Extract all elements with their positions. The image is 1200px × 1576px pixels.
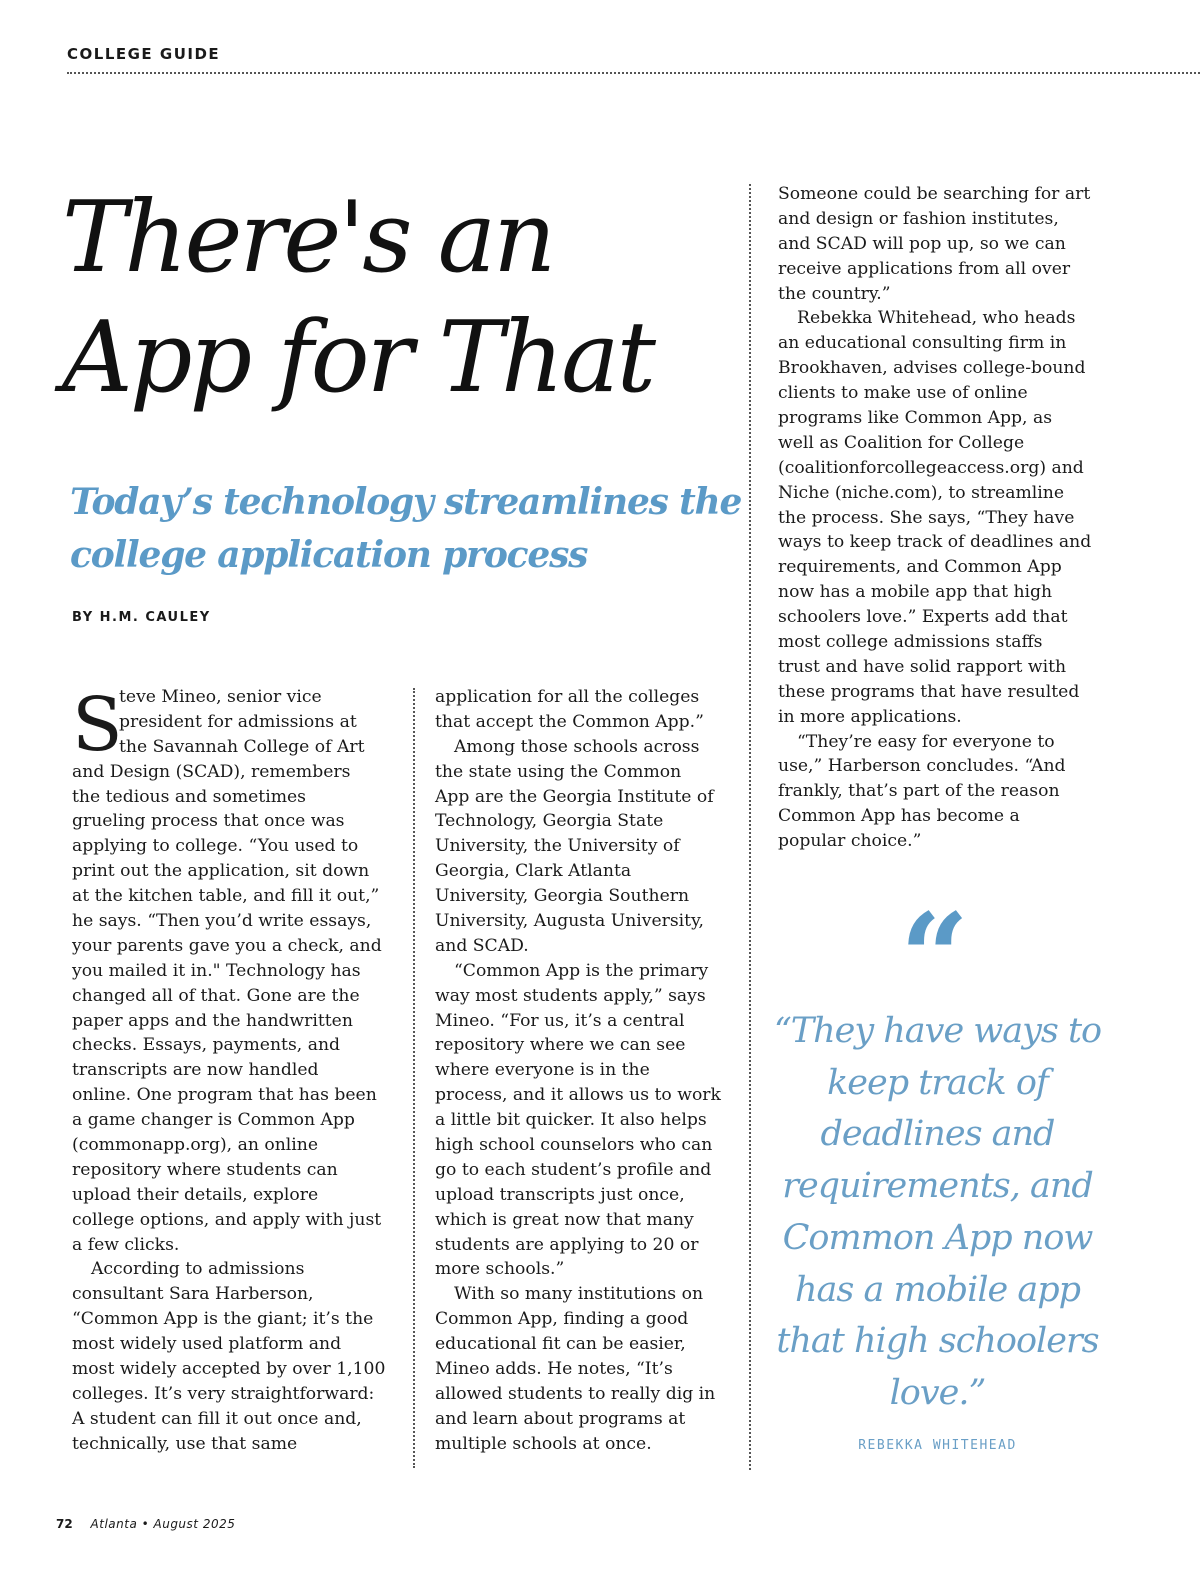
headline-line-1: There's an — [62, 181, 554, 295]
text-line: online. One program that has been — [72, 1085, 377, 1106]
text-line: changed all of that. Gone are the — [72, 985, 360, 1006]
pull-quote-attribution: REBEKKA WHITEHEAD — [858, 1438, 1017, 1453]
text-line: more schools.” — [435, 1259, 565, 1280]
subheadline — [70, 476, 750, 582]
text-line: According to admissions — [91, 1259, 305, 1280]
pull-quote-line: love.” — [889, 1372, 986, 1413]
text-line: “They’re easy for everyone to — [797, 731, 1055, 752]
text-line: ways to keep track of deadlines and — [778, 532, 1092, 553]
text-line: way most students apply,” says — [435, 985, 706, 1006]
page-number: 72 — [56, 1517, 73, 1531]
page-footer — [56, 1517, 235, 1531]
text-line: popular choice.” — [778, 831, 922, 852]
text-line: use,” Harberson concludes. “And — [778, 756, 1066, 777]
text-line: your parents gave you a check, and — [72, 935, 382, 956]
section-label: COLLEGE GUIDE — [67, 45, 221, 63]
text-line: transcripts are now handled — [72, 1060, 319, 1081]
text-line: students are applying to 20 or — [435, 1234, 699, 1255]
text-line: University, Augusta University, — [435, 911, 704, 932]
headline — [62, 178, 742, 418]
text-line: repository where students can — [72, 1159, 338, 1180]
text-line: Common App, finding a good — [435, 1309, 689, 1330]
text-line: an educational consulting firm in — [778, 333, 1067, 354]
text-line: college options, and apply with just — [72, 1209, 382, 1230]
pull-quote-line: requirements, and — [782, 1166, 1093, 1207]
pull-quote-line: that high schoolers — [776, 1321, 1099, 1362]
text-line: teve Mineo, senior vice — [119, 687, 322, 707]
text-line: where everyone is in the — [435, 1060, 650, 1081]
text-line: applying to college. “You used to — [72, 836, 359, 857]
column-divider-2 — [749, 184, 751, 1470]
text-line: upload their details, explore — [72, 1184, 319, 1205]
text-line: you mailed it in." Technology has — [72, 960, 361, 981]
text-line: a game changer is Common App — [72, 1110, 355, 1131]
text-line: the tedious and sometimes — [72, 786, 307, 807]
text-line: frankly, that’s part of the reason — [778, 781, 1060, 802]
text-line: allowed students to really dig in — [435, 1383, 716, 1404]
text-line: and Design (SCAD), remembers — [72, 761, 351, 782]
text-line: the Savannah College of Art — [119, 736, 365, 757]
pull-quote-line: deadlines and — [820, 1114, 1055, 1155]
text-line: upload transcripts just once, — [435, 1184, 685, 1205]
text-line: requirements, and Common App — [778, 557, 1062, 578]
text-line: Among those schools across — [454, 736, 700, 757]
text-line: App are the Georgia Institute of — [435, 786, 714, 807]
text-line: educational fit can be easier, — [435, 1334, 686, 1355]
text-line: trust and have solid rapport with — [778, 656, 1067, 677]
text-line: now has a mobile app that high — [778, 582, 1053, 603]
text-line: University, the University of — [435, 836, 680, 857]
text-line: process, and it allows us to work — [435, 1085, 721, 1106]
text-line: and learn about programs at — [435, 1408, 686, 1429]
text-line: the country.” — [778, 283, 891, 304]
subheadline-line-1: Today’s technology streamlines the — [70, 481, 742, 523]
text-line: programs like Common App, as — [778, 408, 1053, 429]
text-line: repository where we can see — [435, 1035, 686, 1056]
text-line: multiple schools at once. — [435, 1433, 652, 1454]
text-line: most widely accepted by over 1,100 — [72, 1359, 386, 1380]
text-line: A student can fill it out once and, — [72, 1408, 362, 1429]
text-line: most college admissions staffs — [778, 632, 1043, 653]
article-column-3 — [778, 182, 1113, 854]
text-line: Brookhaven, advises college-bound — [778, 358, 1086, 379]
text-line: a few clicks. — [72, 1234, 180, 1255]
text-line: University, Georgia Southern — [435, 886, 690, 907]
text-line: he says. “Then you’d write essays, — [72, 911, 372, 932]
text-line: the process. She says, “They have — [778, 507, 1075, 528]
text-line: in more applications. — [778, 706, 962, 727]
subheadline-line-2: college application process — [70, 534, 588, 576]
text-line: Rebekka Whitehead, who heads — [797, 308, 1076, 329]
text-line: With so many institutions on — [454, 1284, 704, 1305]
text-line: grueling process that once was — [72, 811, 345, 832]
top-dotted-rule — [67, 72, 1200, 74]
text-line: checks. Essays, payments, and — [72, 1035, 341, 1056]
text-line: Mineo adds. He notes, “It’s — [435, 1359, 673, 1380]
article-column-1 — [72, 682, 412, 1457]
text-line: that accept the Common App.” — [435, 711, 704, 732]
pull-quote-line: Common App now — [782, 1217, 1093, 1258]
drop-cap: S — [72, 682, 123, 768]
text-line: (coalitionforcollegeaccess.org) and — [778, 457, 1084, 478]
text-line: Niche (niche.com), to streamline — [778, 482, 1064, 503]
text-line: the state using the Common — [435, 761, 682, 782]
text-line: go to each student’s profile and — [435, 1159, 712, 1180]
article-column-2 — [435, 685, 740, 1457]
text-line: Georgia, Clark Atlanta — [435, 861, 632, 882]
text-line: application for all the colleges — [435, 687, 700, 707]
quote-mark-icon: “ — [900, 887, 970, 1028]
text-line: Common App has become a — [778, 806, 1020, 827]
text-line: most widely used platform and — [72, 1334, 342, 1355]
text-line: which is great now that many — [435, 1209, 694, 1230]
magazine-issue: Atlanta • August 2025 — [90, 1517, 236, 1531]
text-line: Someone could be searching for art — [778, 184, 1091, 204]
column-divider-1 — [413, 688, 415, 1468]
text-line: schoolers love.” Experts add that — [778, 607, 1068, 628]
text-line: well as Coalition for College — [778, 432, 1025, 453]
pull-quote-line: keep track of — [827, 1062, 1048, 1103]
pull-quote-line: “They have ways to — [773, 1011, 1102, 1051]
text-line: Technology, Georgia State — [435, 811, 664, 832]
pull-quote — [770, 1006, 1105, 1420]
text-line: high school counselors who can — [435, 1135, 713, 1156]
text-line: paper apps and the handwritten — [72, 1010, 353, 1031]
text-line: a little bit quicker. It also helps — [435, 1110, 707, 1131]
headline-line-2: App for That — [62, 301, 653, 415]
text-line: and SCAD. — [435, 935, 529, 956]
text-line: at the kitchen table, and fill it out,” — [72, 886, 380, 907]
text-line: these programs that have resulted — [778, 681, 1080, 702]
text-line: (commonapp.org), an online — [72, 1135, 319, 1156]
pull-quote-line: has a mobile app — [794, 1269, 1081, 1310]
text-line: receive applications from all over — [778, 258, 1071, 279]
text-line: clients to make use of online — [778, 383, 1028, 404]
text-line: Mineo. “For us, it’s a central — [435, 1010, 685, 1031]
text-line: colleges. It’s very straightforward: — [72, 1383, 375, 1404]
text-line: “Common App is the giant; it’s the — [72, 1309, 374, 1330]
text-line: and design or fashion institutes, — [778, 208, 1059, 229]
text-line: president for admissions at — [119, 711, 357, 732]
text-line: technically, use that same — [72, 1433, 298, 1454]
text-line: print out the application, sit down — [72, 861, 370, 882]
byline: BY H.M. CAULEY — [72, 610, 211, 625]
text-line: “Common App is the primary — [454, 960, 709, 981]
text-line: and SCAD will pop up, so we can — [778, 233, 1066, 254]
text-line: consultant Sara Harberson, — [72, 1284, 314, 1305]
